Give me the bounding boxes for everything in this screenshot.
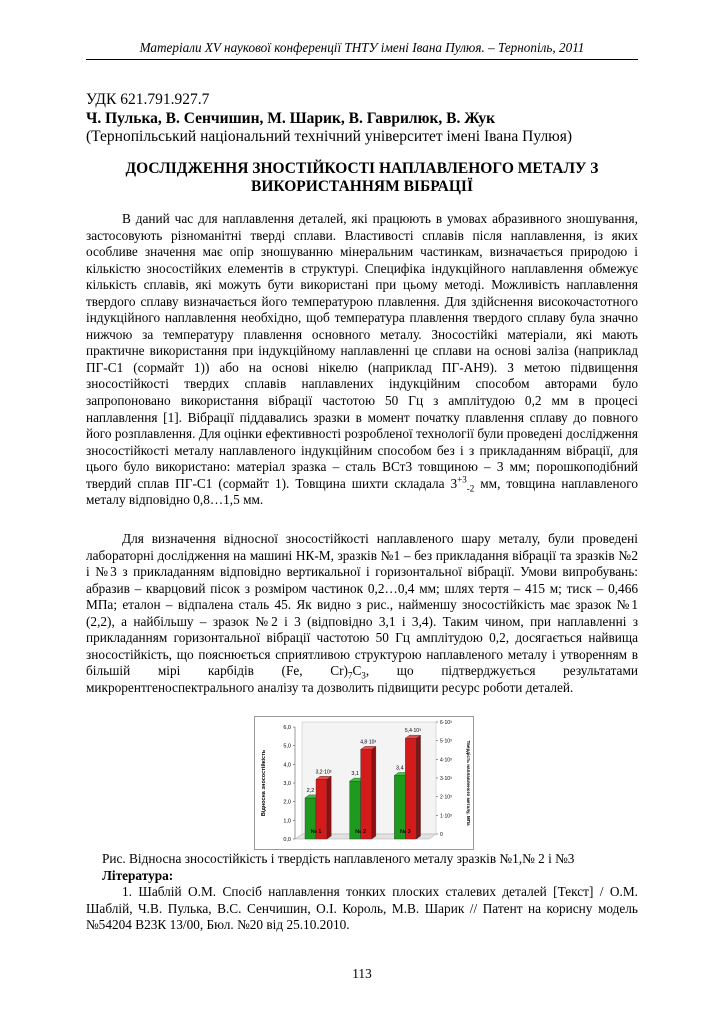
data-label-wear-1: 2,2	[306, 787, 315, 794]
left-tick-label: 6,0	[283, 725, 291, 731]
carbide-c: C	[352, 663, 362, 679]
page-number: 113	[352, 966, 372, 981]
paragraph-2	[86, 531, 638, 696]
carbide-sub-3: 3	[361, 671, 366, 682]
right-tick-label: 3·10³	[440, 776, 452, 782]
literature-item-1: 1. Шаблій О.М. Спосіб наплавлення тонких плоских сталевих деталей [Текст] / О.М. Шаблій, Ч.В. Пулька, В.С. Сенчишин, О.І. Король, М.В. Шарик // Патент на корисну модель №54204 В23К 13/00, Бюл. №20 від 25.10.2010.	[86, 884, 638, 932]
title-line-1: ДОСЛІДЖЕННЯ ЗНОСТІЙКОСТІ НАПЛАВЛЕНОГО МЕТАЛУ З	[125, 160, 599, 177]
left-tick-label: 0,0	[283, 837, 291, 843]
thickness-sub: -2	[466, 483, 475, 494]
right-tick-label: 5·10³	[440, 738, 452, 745]
thickness-sup: +3	[457, 474, 467, 485]
wear-resistance-chart	[254, 716, 474, 850]
carbide-sub-7: 7	[347, 671, 353, 682]
data-label-hardness-1: 3,2·10³	[315, 769, 332, 776]
left-axis-label: Відносна зносостійкість	[261, 749, 267, 817]
right-tick-label: 6·10³	[440, 720, 452, 726]
figure-caption: Рис. Відносна зносостійкість і твердість наплавленого металу зразків №1,№ 2 і №3	[102, 851, 575, 866]
paragraph-2-text: Для визначення відносної зносостійкості наплавленого шару металу, були проведені лабораторні дослідження на машині НК-М, зразків №1 – без прикладання вібрації та зразків №2 і №3 з прикладанням відповідно вертикальної і горизонтальної вібрації. Умови випробувань: абразив – кварцовий пісок з розміром частинок 0,2…0,4 мм; шлях тертя – 415 м; тиск – 0,466 МПа; еталон – відпалена сталь 45. Як видно з рис., найменшу зносостійкість має зразок №1 (2,2), а найбільшу – зразок №2 і 3 (відповідно 3,1 і 3,4). Таким чином, при наплавленні з прикладанням горизонтальної вібрації частотою 50 Гц амплітудою 0,2, досягається найвища зносостійкість, що пояснюється сприятливою структурою наплавленого металу і утворенням в більшій мірі карбідів (Fe, Cr)	[86, 531, 638, 679]
left-tick-label: 5,0	[283, 743, 291, 750]
left-tick-label: 2,0	[283, 799, 291, 806]
udk-code: УДК 621.791.927.7	[86, 91, 210, 108]
data-label-hardness-2: 4,8·10³	[360, 739, 377, 746]
chart-svg	[255, 717, 473, 849]
bar-hardness-3-side	[416, 735, 420, 839]
paragraph-1-end: мм, товщина наплавленого металу відповідно 0,8…1,5 мм.	[86, 475, 638, 508]
data-label-hardness-3: 5,4·10³	[404, 728, 421, 735]
right-tick-label: 0	[440, 832, 443, 838]
literature-title: Література:	[102, 868, 174, 883]
data-label-wear-3: 3,4	[396, 765, 404, 772]
bar-hardness-3	[405, 738, 416, 839]
category-label-1: № 1	[310, 829, 322, 835]
paragraph-1-text: В даний час для наплавлення деталей, які працюють в умовах абразивного зношування, застосовують різноманітні тверді сплави. Властивості сплавів після наплавлення, із яких особливе значення має опір зношуванню мінеральним частинкам, визначається природою і кількістю зносостійких елементів в структурі. Специфіка індукційного наплавлення обмежує кількість сплавів, які можуть бути використані при цьому методі. Можливість наплавлення твердого сплаву визначається його температурою плавлення. Для здійснення високочастотного індукційного наплавлення необхідно, щоб температура плавлення твердого сплаву була значно нижчою за температуру плавлення основного металу. Зносостійкі матеріали, які мають практичне використання при індукційному наплавленні це сплави на основі заліза (наприклад ПГ-С1 (сормайт 1)) або на основі нікелю (наприклад ПГ-АН9). З метою підвищення зносостійкості твердих сплавів наплавлених індукційним способом авторами було запропоновано використання вібрації частотою 50 Гц з амплітудою 0,2 мм в процесі наплавлення [1]. Вібрації піддавались зразки в момент початку плавлення сплаву до повного його розплавлення. Для оцінки ефективності розробленої технології були проведені дослідження зносостійкості металу наплавленого індукційним способом без і з прикладанням вібрації, для цього було використано: матеріал зразка – сталь ВСт3 товщиною – 3 мм; порошкоподібний твердий сплав ПГ-С1 (сормайт 1). Товщина шихти складала 3	[86, 211, 638, 491]
right-tick-label: 4·10³	[440, 757, 452, 764]
category-label-3: № 3	[399, 829, 411, 835]
right-tick-label: 2·10³	[440, 794, 452, 801]
left-tick-label: 1,0	[283, 818, 291, 825]
conference-header: Матеріали XV наукової конференції ТНТУ імені Івана Пулюя. – Тернопіль, 2011	[86, 40, 638, 60]
left-tick-label: 4,0	[283, 762, 291, 769]
bar-hardness-2	[361, 749, 372, 839]
right-axis-label: Твердість наплавленого металу, МПа	[466, 740, 471, 826]
paragraph-1	[86, 211, 638, 509]
bar-hardness-1-side	[327, 776, 331, 839]
authors: Ч. Пулька, В. Сенчишин, М. Шарик, В. Гаврилюк, В. Жук	[86, 110, 496, 127]
left-tick-label: 3,0	[283, 781, 291, 787]
category-label-2: № 2	[355, 829, 367, 835]
bar-hardness-2-side	[372, 746, 376, 839]
right-tick-label: 1·10³	[440, 813, 452, 820]
affiliation: (Тернопільський національний технічний університет імені Івана Пулюя)	[86, 128, 573, 145]
data-label-wear-2: 3,1	[351, 771, 359, 778]
paper-title	[86, 160, 638, 196]
paragraph-2-end: , що підтверджується результатами микрорентгеноспектрального аналізу та дозволить підвищити ресурс роботи деталей.	[86, 663, 638, 695]
title-line-2: ВИКОРИСТАННЯМ ВІБРАЦІЇ	[250, 178, 473, 195]
